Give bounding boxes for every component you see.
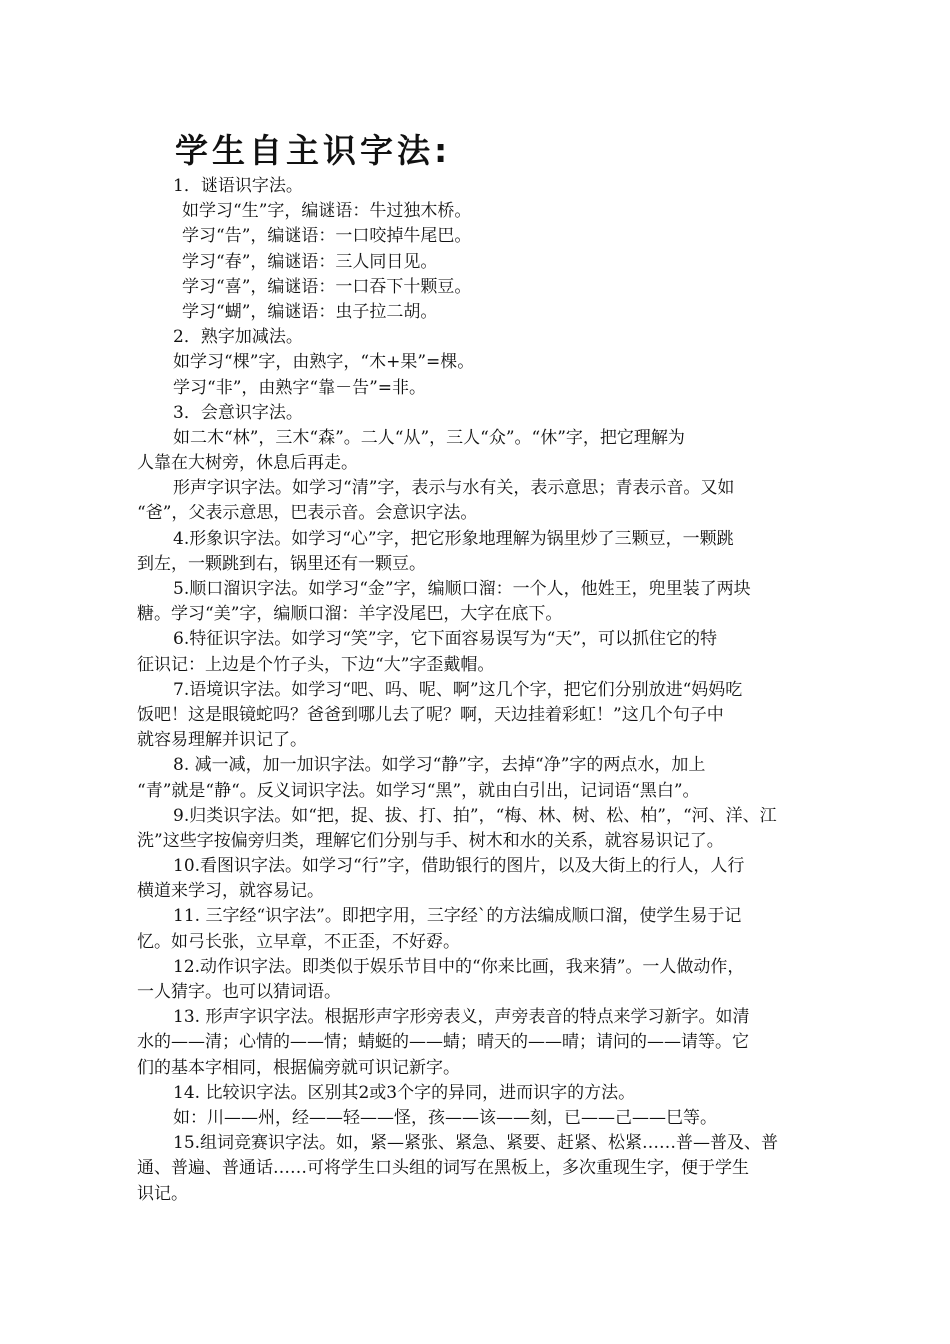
- paragraph-line: 忆。如弓长张，立早章，不正歪，不好孬。: [137, 931, 460, 952]
- paragraph: [137, 955, 813, 1005]
- paragraph-line: 就容易理解并识记了。: [137, 730, 307, 751]
- paragraph-line: 10.看图识字法。如学习“行”字，借助银行的图片，以及大街上的行人，人行: [173, 856, 745, 877]
- paragraph: [173, 1081, 813, 1106]
- paragraph: [137, 1005, 813, 1081]
- paragraph-line: 11. 三字经“识字法”。即把字用，三字经`的方法编成顺口溜，使学生易于记: [173, 906, 742, 927]
- paragraph-line: 征识记：上边是个竹子头，下边“大”字歪戴帽。: [137, 654, 495, 675]
- paragraph-line: 6.特征识字法。如学习“笑”字，它下面容易误写为“天”，可以抓住它的特: [173, 629, 717, 650]
- paragraph-line: 14. 比较识字法。区别其2或3个字的异同，进而识字的方法。: [173, 1082, 636, 1103]
- example-line: 学习“蝴”，编谜语：虫子拉二胡。: [182, 301, 438, 322]
- paragraph-line: 4.形象识字法。如学习“心”字，把它形象地理解为锅里炒了三颗豆，一颗跳: [173, 528, 734, 549]
- example-line: 学习“喜”，编谜语：一口吞下十颗豆。: [182, 276, 472, 297]
- paragraph-line: “青”就是“静“。反义词识字法。如学习“黑”，就由白引出，记词语“黑白”。: [137, 780, 700, 801]
- paragraph-line: 识记。: [137, 1183, 188, 1204]
- example-line: 学习“春”，编谜语：三人同日见。: [182, 251, 438, 272]
- paragraph-line: 饭吧！这是眼镜蛇吗？爸爸到哪儿去了呢？啊，天边挂着彩虹！”这几个句子中: [137, 704, 724, 725]
- paragraph: [137, 753, 813, 803]
- section-heading: 3．会意识字法。: [173, 402, 303, 423]
- paragraph-line: 9.归类识字法。如“把，捉、拔、打、拍”，“梅、林、树、松、柏”，“河、洋、江: [173, 805, 777, 826]
- paragraph-line: 们的基本字相同，根据偏旁就可识记新字。: [137, 1057, 460, 1078]
- paragraph: [137, 904, 813, 954]
- paragraph-line: 横道来学习，就容易记。: [137, 881, 324, 902]
- paragraph: [173, 1106, 813, 1131]
- paragraph-line: 通、普遍、普通话……可将学生口头组的词写在黑板上，多次重现生字，便于学生: [137, 1158, 749, 1179]
- paragraph-line: 如：川——州，经——轻——怪，孩——该——刻，已——己——巳等。: [173, 1107, 717, 1128]
- paragraph-line: 15.组词竞赛识字法。如，紧—紧张、紧急、紧要、赶紧、松紧……普—普及、普: [173, 1133, 779, 1154]
- example-line: 学习“非”，由熟字“靠－告”=非。: [173, 377, 427, 398]
- paragraph-line: 洗”这些字按偏旁归类，理解它们分别与手、树木和水的关系，就容易识记了。: [137, 830, 724, 851]
- paragraph-line: 人靠在大树旁，休息后再走。: [137, 453, 358, 474]
- paragraph: [137, 627, 813, 677]
- paragraph: [137, 476, 813, 526]
- section-heading: 2．熟字加减法。: [173, 327, 303, 348]
- paragraph-line: 到左，一颗跳到右，锅里还有一颗豆。: [137, 553, 426, 574]
- paragraph-line: 如二木“林”，三木“森”。二人“从”，三人“众”。“休”字，把它理解为: [173, 427, 685, 448]
- paragraph-line: 5.顺口溜识字法。如学习“金”字，编顺口溜：一个人，他姓王，兜里装了两块: [173, 579, 751, 599]
- paragraph: [137, 804, 813, 854]
- paragraph: [137, 854, 813, 904]
- example-line: 学习“告”，编谜语：一口咬掉牛尾巴。: [182, 226, 472, 247]
- document-body: [137, 174, 813, 1207]
- paragraph-line: 形声字识字法。如学习“清”字，表示与水有关，表示意思；青表示音。又如: [173, 478, 735, 499]
- paragraph: [137, 577, 813, 627]
- example-line: 如学习“生”字，编谜语：牛过独木桥。: [182, 201, 472, 222]
- example-line: 如学习“棵”字，由熟字，“木+果”=棵。: [173, 352, 475, 373]
- paragraph: [137, 426, 813, 476]
- paragraph-line: 13. 形声字识字法。根据形声字形旁表义，声旁表音的特点来学习新字。如清: [173, 1007, 750, 1028]
- paragraph: [137, 678, 813, 754]
- section-heading: 1．谜语识字法。: [173, 176, 303, 196]
- page-title: 学生自主识字法:: [175, 131, 452, 170]
- paragraph-line: “爸”，父表示意思，巴表示音。会意识字法。: [137, 503, 478, 524]
- paragraph-line: 水的——清；心情的——情；蜻蜓的——蜻；晴天的——晴；请问的——请等。它: [137, 1032, 749, 1053]
- paragraph-line: 糖。学习“美”字，编顺口溜：羊字没尾巴，大字在底下。: [137, 604, 563, 625]
- paragraph-line: 7.语境识字法。如学习“吧、吗、呢、啊”这几个字，把它们分别放进“妈妈吃: [173, 679, 743, 700]
- paragraph-line: 一人猜字。也可以猜词语。: [137, 982, 341, 1002]
- paragraph-line: 8. 减一减，加一加识字法。如学习“静”字，去掉“净”字的两点水，加上: [173, 755, 706, 776]
- paragraph: [137, 527, 813, 577]
- paragraph: [137, 1131, 813, 1207]
- paragraph-line: 12.动作识字法。即类似于娱乐节目中的“你来比画，我来猜”。一人做动作，: [173, 956, 745, 977]
